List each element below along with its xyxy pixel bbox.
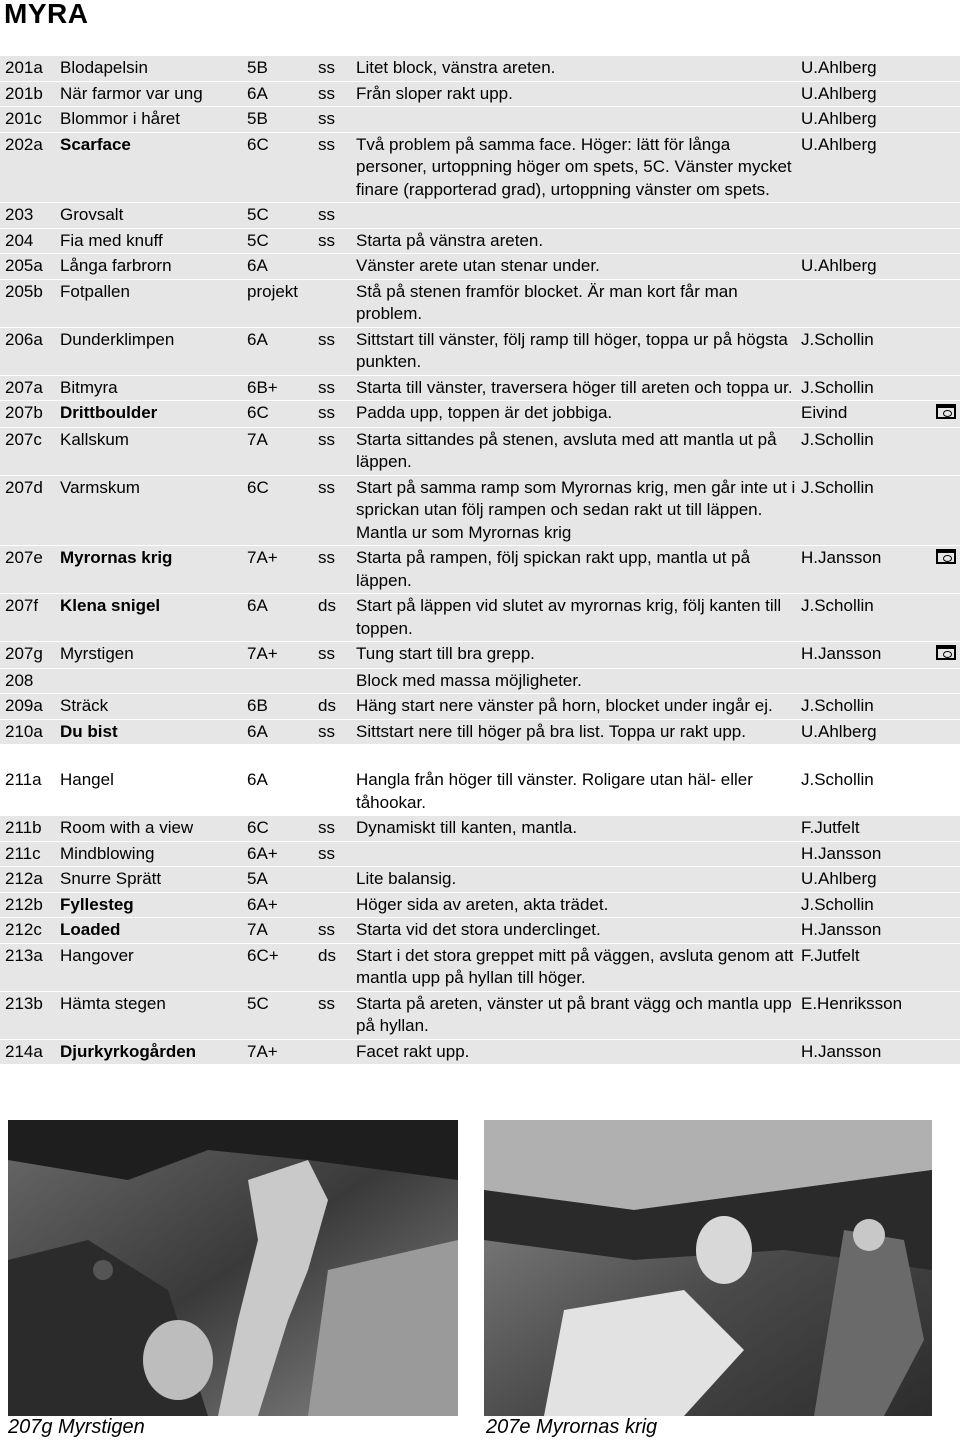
photo-cell: [934, 427, 960, 475]
photo-cell: [934, 694, 960, 720]
problem-author: U.Ahlberg: [801, 719, 934, 745]
problem-author: H.Jansson: [801, 918, 934, 944]
problem-author: F.Jutfelt: [801, 816, 934, 842]
problem-grade: 6A+: [247, 841, 318, 867]
page-title: MYRA: [4, 0, 89, 29]
problem-grade: 6A: [247, 254, 318, 280]
photo-cell: [934, 745, 960, 768]
problem-grade: 6C: [247, 132, 318, 203]
problem-grade: 6A: [247, 81, 318, 107]
problem-number: 214a: [0, 1039, 60, 1064]
problem-grade: 5C: [247, 228, 318, 254]
problem-author: [801, 668, 934, 694]
problem-number: 213a: [0, 943, 60, 991]
problem-grade: 6C: [247, 401, 318, 428]
problem-row: [0, 594, 960, 642]
problem-description: Litet block, vänstra areten.: [356, 56, 801, 82]
problem-author: U.Ahlberg: [801, 81, 934, 107]
problem-row: [0, 279, 960, 327]
problem-number: 207f: [0, 594, 60, 642]
problem-description: Starta på areten, vänster ut på brant vägg och mantla upp på hyllan.: [356, 991, 801, 1039]
problem-description: Starta till vänster, traversera höger till areten och toppa ur.: [356, 375, 801, 401]
problem-start: ss: [318, 375, 356, 401]
problem-start: ss: [318, 401, 356, 428]
problem-author: J.Schollin: [801, 375, 934, 401]
problem-number: 211a: [0, 768, 60, 816]
problem-row: [0, 867, 960, 893]
problem-number: 207g: [0, 642, 60, 669]
problem-grade: 5A: [247, 867, 318, 893]
problem-row: [0, 427, 960, 475]
problem-row: [0, 642, 960, 669]
problem-author: U.Ahlberg: [801, 56, 934, 82]
problem-description: Starta på vänstra areten.: [356, 228, 801, 254]
problem-name: Långa farbrorn: [60, 254, 247, 280]
problem-row: [0, 816, 960, 842]
problem-row: [0, 841, 960, 867]
problem-grade: 6B: [247, 694, 318, 720]
problem-start: [318, 892, 356, 918]
problem-name: Myrornas krig: [60, 546, 247, 594]
problem-row: [0, 745, 960, 768]
problem-name: Mindblowing: [60, 841, 247, 867]
problem-row: [0, 401, 960, 428]
problem-description: Sittstart till vänster, följ ramp till höger, toppa ur på högsta punkten.: [356, 327, 801, 375]
problem-name: Klena snigel: [60, 594, 247, 642]
problem-grade: 7A: [247, 427, 318, 475]
problem-author: [801, 203, 934, 229]
photo-cell: [934, 475, 960, 546]
problem-start: [318, 279, 356, 327]
problem-start: ss: [318, 642, 356, 669]
photo-cell: [934, 132, 960, 203]
problem-start: ss: [318, 546, 356, 594]
problem-table: [0, 55, 960, 1064]
problem-description: [356, 841, 801, 867]
problem-description: Starta vid det stora underclinget.: [356, 918, 801, 944]
photo-cell: [934, 918, 960, 944]
problem-row: [0, 546, 960, 594]
problem-grade: projekt: [247, 279, 318, 327]
problem-description: Lite balansig.: [356, 867, 801, 893]
problem-author: J.Schollin: [801, 892, 934, 918]
photo-cell: [934, 254, 960, 280]
problem-number: 211c: [0, 841, 60, 867]
camera-icon: [936, 647, 956, 660]
problem-author: F.Jutfelt: [801, 943, 934, 991]
photo-myrstigen: [8, 1120, 458, 1416]
problem-grade: 5B: [247, 56, 318, 82]
problem-number: 205b: [0, 279, 60, 327]
problem-number: 201a: [0, 56, 60, 82]
photo-cell: [934, 867, 960, 893]
problem-number: 210a: [0, 719, 60, 745]
problem-name: Drittboulder: [60, 401, 247, 428]
photo-myrornas-krig: [484, 1120, 932, 1416]
problem-row: [0, 1039, 960, 1064]
problem-list: [0, 56, 960, 1065]
problem-description: Block med massa möjligheter.: [356, 668, 801, 694]
problem-author: [801, 745, 934, 768]
problem-grade: 5C: [247, 991, 318, 1039]
problem-name: Sträck: [60, 694, 247, 720]
camera-icon: [936, 551, 956, 564]
problem-number: 206a: [0, 327, 60, 375]
problem-row: [0, 918, 960, 944]
problem-number: 203: [0, 203, 60, 229]
problem-start: ss: [318, 991, 356, 1039]
problem-grade: 7A+: [247, 642, 318, 669]
problem-name: Grovsalt: [60, 203, 247, 229]
problem-row: [0, 203, 960, 229]
problem-name: Blommor i håret: [60, 107, 247, 133]
problem-description: Dynamiskt till kanten, mantla.: [356, 816, 801, 842]
problem-grade: 5C: [247, 203, 318, 229]
problem-start: [318, 867, 356, 893]
problem-grade: 6A: [247, 594, 318, 642]
problem-grade: 6A: [247, 719, 318, 745]
problem-start: ss: [318, 719, 356, 745]
photo-cell: [934, 546, 960, 594]
problem-author: U.Ahlberg: [801, 867, 934, 893]
problem-grade: [247, 668, 318, 694]
problem-start: ss: [318, 327, 356, 375]
problem-number: 201b: [0, 81, 60, 107]
problem-author: J.Schollin: [801, 594, 934, 642]
problem-author: E.Henriksson: [801, 991, 934, 1039]
problem-name: Djurkyrkogården: [60, 1039, 247, 1064]
problem-start: [318, 668, 356, 694]
problem-start: [318, 1039, 356, 1064]
problem-description: Sittstart nere till höger på bra list. Toppa ur rakt upp.: [356, 719, 801, 745]
photo-cell: [934, 892, 960, 918]
problem-description: Höger sida av areten, akta trädet.: [356, 892, 801, 918]
photo-cell: [934, 642, 960, 669]
problem-name: Scarface: [60, 132, 247, 203]
problem-author: U.Ahlberg: [801, 132, 934, 203]
problem-start: ss: [318, 203, 356, 229]
problem-author: J.Schollin: [801, 427, 934, 475]
problem-start: [318, 768, 356, 816]
problem-row: [0, 668, 960, 694]
problem-number: 207d: [0, 475, 60, 546]
problem-row: [0, 943, 960, 991]
problem-row: [0, 768, 960, 816]
problem-row: [0, 475, 960, 546]
problem-grade: 5B: [247, 107, 318, 133]
problem-start: ds: [318, 943, 356, 991]
problem-name: Snurre Sprätt: [60, 867, 247, 893]
problem-row: [0, 254, 960, 280]
photo-cell: [934, 943, 960, 991]
problem-grade: 6A+: [247, 892, 318, 918]
problem-name: Blodapelsin: [60, 56, 247, 82]
problem-start: ss: [318, 427, 356, 475]
problem-name: [60, 745, 247, 768]
problem-description: Häng start nere vänster på horn, blocket under ingår ej.: [356, 694, 801, 720]
problem-start: ss: [318, 81, 356, 107]
problem-start: ss: [318, 475, 356, 546]
problem-name: När farmor var ung: [60, 81, 247, 107]
problem-author: [801, 279, 934, 327]
photo-cell: [934, 816, 960, 842]
problem-description: Start i det stora greppet mitt på väggen, avsluta genom att mantla upp på hyllan till höger.: [356, 943, 801, 991]
problem-number: 207b: [0, 401, 60, 428]
problem-row: [0, 719, 960, 745]
problem-start: ss: [318, 918, 356, 944]
problem-description: Från sloper rakt upp.: [356, 81, 801, 107]
problem-name: Hangover: [60, 943, 247, 991]
photo-cell: [934, 1039, 960, 1064]
photo-cell: [934, 768, 960, 816]
camera-icon: [936, 406, 956, 419]
problem-name: Du bist: [60, 719, 247, 745]
problem-author: J.Schollin: [801, 694, 934, 720]
photo-cell: [934, 991, 960, 1039]
problem-description: [356, 107, 801, 133]
problem-name: Hangel: [60, 768, 247, 816]
problem-start: ds: [318, 594, 356, 642]
problem-row: [0, 375, 960, 401]
problem-grade: 6A: [247, 768, 318, 816]
problem-grade: 6C: [247, 475, 318, 546]
problem-author: H.Jansson: [801, 642, 934, 669]
problem-grade: 6C: [247, 816, 318, 842]
problem-name: Room with a view: [60, 816, 247, 842]
problem-number: 202a: [0, 132, 60, 203]
problem-name: Loaded: [60, 918, 247, 944]
problem-number: 212b: [0, 892, 60, 918]
problem-start: ss: [318, 228, 356, 254]
photo-cell: [934, 375, 960, 401]
photo-cell: [934, 56, 960, 82]
problem-row: [0, 694, 960, 720]
problem-name: Fotpallen: [60, 279, 247, 327]
problem-name: Varmskum: [60, 475, 247, 546]
problem-description: [356, 745, 801, 768]
photo-cell: [934, 228, 960, 254]
problem-grade: 7A+: [247, 546, 318, 594]
photo-cell: [934, 327, 960, 375]
problem-start: ss: [318, 107, 356, 133]
photo-cell: [934, 279, 960, 327]
problem-number: 207a: [0, 375, 60, 401]
problem-number: 208: [0, 668, 60, 694]
problem-number: 205a: [0, 254, 60, 280]
problem-number: 204: [0, 228, 60, 254]
problem-description: Starta på rampen, följ spickan rakt upp, mantla ut på läppen.: [356, 546, 801, 594]
problem-row: [0, 107, 960, 133]
problem-row: [0, 327, 960, 375]
problem-grade: 6A: [247, 327, 318, 375]
photo-cell: [934, 841, 960, 867]
problem-author: H.Jansson: [801, 841, 934, 867]
problem-name: Fia med knuff: [60, 228, 247, 254]
problem-grade: 7A: [247, 918, 318, 944]
photo-caption-1: 207g Myrstigen: [8, 1416, 145, 1438]
problem-start: ss: [318, 132, 356, 203]
problem-row: [0, 56, 960, 82]
problem-start: [318, 254, 356, 280]
problem-description: Vänster arete utan stenar under.: [356, 254, 801, 280]
problem-grade: [247, 745, 318, 768]
photo-cell: [934, 668, 960, 694]
problem-author: U.Ahlberg: [801, 254, 934, 280]
problem-grade: 6C+: [247, 943, 318, 991]
problem-description: Padda upp, toppen är det jobbiga.: [356, 401, 801, 428]
problem-number: 209a: [0, 694, 60, 720]
problem-row: [0, 81, 960, 107]
problem-description: Hangla från höger till vänster. Roligare utan häl- eller tåhookar.: [356, 768, 801, 816]
problem-name: Myrstigen: [60, 642, 247, 669]
problem-author: J.Schollin: [801, 768, 934, 816]
problem-number: 207e: [0, 546, 60, 594]
problem-name: Fyllesteg: [60, 892, 247, 918]
problem-name: Dunderklimpen: [60, 327, 247, 375]
problem-name: Kallskum: [60, 427, 247, 475]
problem-start: [318, 745, 356, 768]
problem-number: 201c: [0, 107, 60, 133]
problem-start: ss: [318, 56, 356, 82]
photo-cell: [934, 203, 960, 229]
problem-description: Start på samma ramp som Myrornas krig, men går inte ut i sprickan utan följ rampen och sedan rakt ut till läppen. Mantla ur som Myrornas krig: [356, 475, 801, 546]
problem-description: Facet rakt upp.: [356, 1039, 801, 1064]
problem-description: Starta sittandes på stenen, avsluta med att mantla ut på läppen.: [356, 427, 801, 475]
problem-description: Stå på stenen framför blocket. Är man kort får man problem.: [356, 279, 801, 327]
problem-start: ss: [318, 816, 356, 842]
problem-row: [0, 228, 960, 254]
problem-description: Två problem på samma face. Höger: lätt för långa personer, urtoppning höger om spets, 5C. Vänster mycket finare (rapporterad grad), urtoppning vänster om spets.: [356, 132, 801, 203]
problem-start: ss: [318, 841, 356, 867]
problem-author: Eivind: [801, 401, 934, 428]
problem-number: 211b: [0, 816, 60, 842]
problem-row: [0, 132, 960, 203]
photo-cell: [934, 594, 960, 642]
problem-description: Start på läppen vid slutet av myrornas krig, följ kanten till toppen.: [356, 594, 801, 642]
problem-number: [0, 745, 60, 768]
problem-name: Bitmyra: [60, 375, 247, 401]
problem-name: Hämta stegen: [60, 991, 247, 1039]
problem-description: [356, 203, 801, 229]
photo-cell: [934, 719, 960, 745]
problem-grade: 6B+: [247, 375, 318, 401]
problem-number: 207c: [0, 427, 60, 475]
problem-author: H.Jansson: [801, 1039, 934, 1064]
photo-cell: [934, 81, 960, 107]
problem-author: [801, 228, 934, 254]
problem-name: [60, 668, 247, 694]
problem-author: J.Schollin: [801, 327, 934, 375]
problem-description: Tung start till bra grepp.: [356, 642, 801, 669]
problem-row: [0, 892, 960, 918]
problem-grade: 7A+: [247, 1039, 318, 1064]
photo-cell: [934, 401, 960, 428]
problem-author: U.Ahlberg: [801, 107, 934, 133]
problem-number: 212a: [0, 867, 60, 893]
photo-caption-2: 207e Myrornas krig: [486, 1416, 658, 1438]
problem-start: ds: [318, 694, 356, 720]
problem-author: J.Schollin: [801, 475, 934, 546]
climbing-photo-2: [484, 1120, 932, 1416]
problem-row: [0, 991, 960, 1039]
problem-author: H.Jansson: [801, 546, 934, 594]
problem-number: 212c: [0, 918, 60, 944]
climbing-photo-1: [8, 1120, 458, 1416]
photo-cell: [934, 107, 960, 133]
problem-number: 213b: [0, 991, 60, 1039]
